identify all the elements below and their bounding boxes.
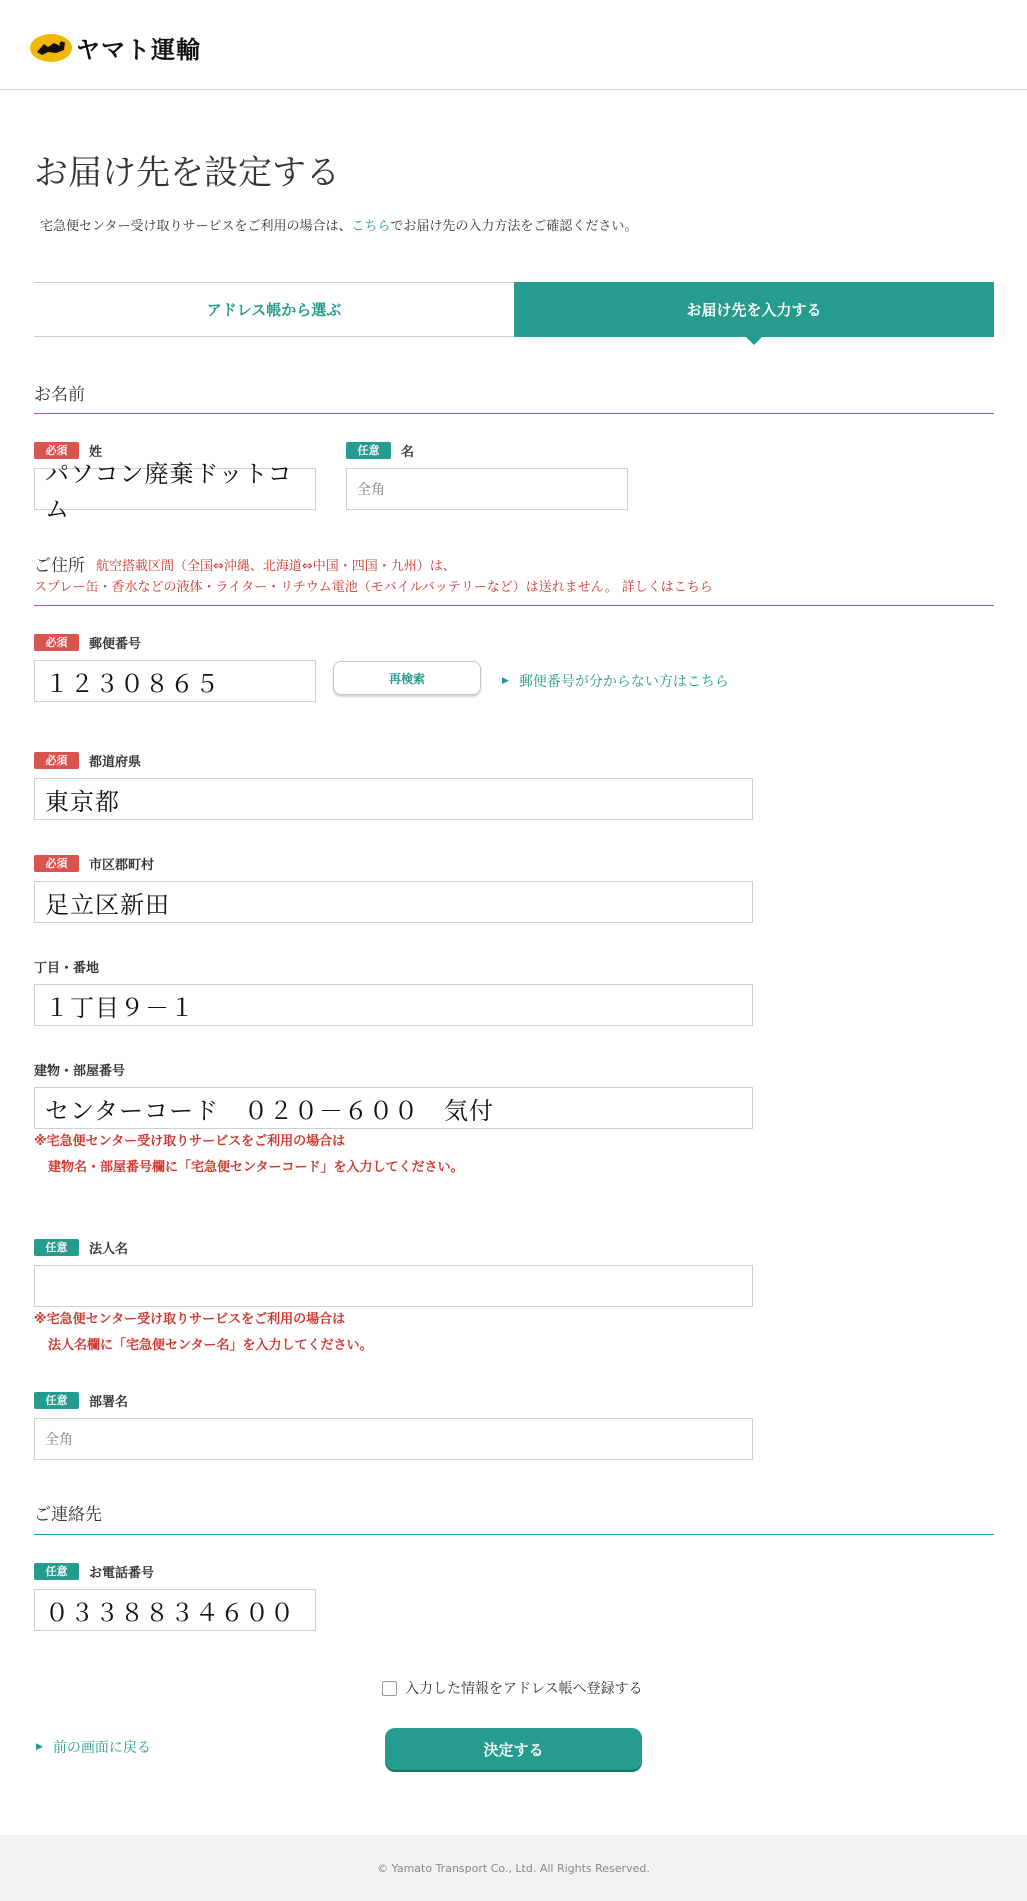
postal-code-label [34, 633, 141, 652]
site-header [0, 0, 1027, 90]
first-name-label-text: 名 [401, 445, 415, 460]
footer [0, 1835, 1027, 1901]
required-badge: 必須 [34, 442, 79, 459]
department-input[interactable]: 全角 [34, 1418, 753, 1460]
arrow-right-icon: ▶ [36, 1742, 43, 1752]
postal-help-link-text: 郵便番号が分からない方はこちら [518, 674, 729, 690]
required-badge: 必須 [34, 634, 79, 651]
research-button[interactable]: 再検索 [333, 661, 481, 695]
copyright-text: © Yamato Transport Co., Ltd. All Rights Reserved. [377, 1861, 650, 1875]
prefecture-input[interactable]: 東京都 [34, 778, 753, 820]
tab-enter-address[interactable]: お届け先を入力する [514, 282, 994, 337]
postal-code-input[interactable]: １２３０８６５ [34, 660, 316, 702]
register-address-book-checkbox[interactable] [382, 1681, 397, 1696]
black-cat-logo-icon [30, 34, 72, 62]
postal-code-label-text: 郵便番号 [89, 637, 142, 652]
first-name-input[interactable]: 全角 [346, 468, 628, 510]
intro-text-after: でお届け先の入力方法をご確認ください。 [390, 219, 638, 234]
building-input[interactable]: センターコード ０２０－６００ 気付 [34, 1087, 753, 1129]
required-badge: 必須 [34, 752, 79, 769]
last-name-label-text: 姓 [89, 445, 103, 460]
submit-button[interactable]: 決定する [385, 1728, 642, 1770]
prohibited-items-note[interactable]: スプレー缶・香水などの液体・ライター・リチウム電池（モバイルバッテリーなど）は送れません。 詳しくはこちら [34, 580, 713, 595]
prefecture-label [34, 751, 141, 770]
building-warning [34, 1129, 463, 1181]
phone-input[interactable]: ０３３８８３４６００ [34, 1589, 316, 1631]
tab-address-book[interactable]: アドレス帳から選ぶ [34, 282, 514, 337]
prefecture-label-text: 都道府県 [89, 755, 142, 770]
page-title: お届け先を設定する [34, 153, 340, 193]
back-link-text: 前の画面に戻る [52, 1740, 151, 1756]
city-input[interactable]: 足立区新田 [34, 881, 753, 923]
first-name-label [346, 441, 414, 460]
company-warning-line1: ※宅急便センター受け取りサービスをご利用の場合は [34, 1312, 346, 1327]
last-name-input[interactable]: パソコン廃棄ドットコム [34, 468, 316, 510]
contact-section-title: ご連絡先 [34, 1505, 102, 1525]
yamato-logo[interactable] [30, 30, 201, 65]
optional-badge: 任意 [34, 1563, 79, 1580]
street-label-text: 丁目・番地 [34, 961, 100, 976]
address-section-title: ご住所 [34, 556, 85, 576]
logo-text: ヤマト運輸 [76, 36, 201, 64]
optional-badge: 任意 [34, 1392, 79, 1409]
company-input[interactable] [34, 1265, 753, 1307]
city-label-text: 市区郡町村 [89, 858, 155, 873]
company-label [34, 1238, 128, 1257]
destination-tabs [34, 282, 994, 337]
postal-help-link[interactable] [502, 671, 729, 691]
street-input[interactable]: １丁目９－１ [34, 984, 753, 1026]
required-badge: 必須 [34, 855, 79, 872]
contact-section-divider [34, 1534, 994, 1535]
city-label [34, 854, 154, 873]
register-address-book-option[interactable] [382, 1678, 643, 1698]
building-warning-line2: 建物名・部屋番号欄に「宅急便センターコード」を入力してください。 [48, 1160, 464, 1175]
register-address-book-label: 入力した情報をアドレス帳へ登録する [405, 1681, 643, 1697]
department-label-text: 部署名 [89, 1395, 129, 1410]
company-label-text: 法人名 [89, 1242, 129, 1257]
address-section-divider [34, 605, 994, 606]
department-label [34, 1391, 128, 1410]
phone-label-text: お電話番号 [89, 1566, 155, 1581]
name-section-title: お名前 [34, 385, 85, 405]
street-label [34, 957, 99, 976]
air-transport-note: 航空搭載区間（全国⇔沖縄、北海道⇔中国・四国・九州）は、 [96, 559, 456, 574]
company-warning-line2: 法人名欄に「宅急便センター名」を入力してください。 [48, 1338, 373, 1353]
building-label-text: 建物・部屋番号 [34, 1064, 126, 1079]
intro-help-link[interactable]: こちら [351, 219, 391, 234]
company-warning [34, 1307, 372, 1359]
building-label [34, 1060, 125, 1079]
intro-text [40, 215, 637, 234]
building-warning-line1: ※宅急便センター受け取りサービスをご利用の場合は [34, 1134, 346, 1149]
phone-label [34, 1562, 154, 1581]
name-section-divider [34, 413, 994, 414]
arrow-right-icon: ▶ [502, 676, 509, 686]
optional-badge: 任意 [346, 442, 391, 459]
back-link[interactable] [36, 1737, 151, 1757]
optional-badge: 任意 [34, 1239, 79, 1256]
intro-text-before: 宅急便センター受け取りサービスをご利用の場合は、 [40, 219, 352, 234]
